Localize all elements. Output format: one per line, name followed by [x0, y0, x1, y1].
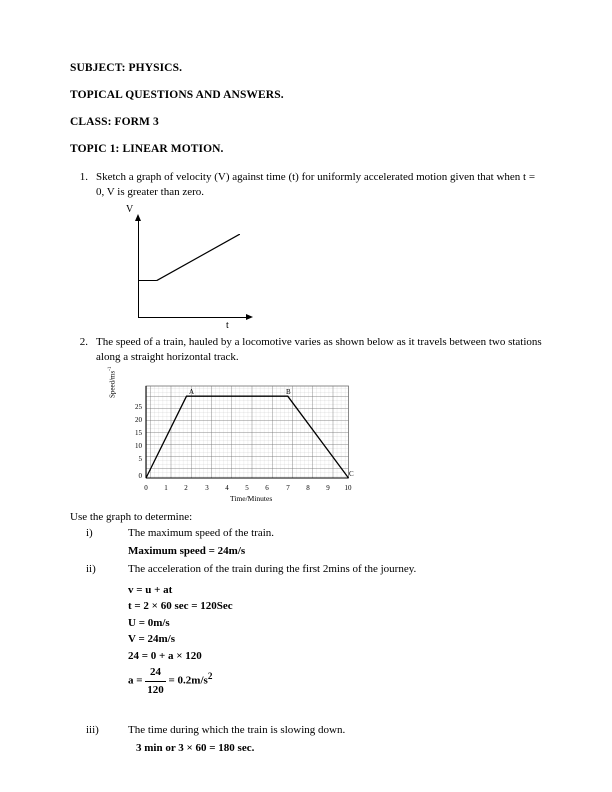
chart-y-tick: 10 [135, 442, 142, 451]
answer-result-row [70, 544, 542, 559]
working-line: 24 = 0 + a × 120 [128, 649, 202, 662]
svg-text:C: C [349, 470, 354, 479]
fraction-numerator: 24 [145, 664, 166, 682]
subject-heading: SUBJECT: PHYSICS. [70, 62, 183, 74]
fraction-prefix: a = [128, 674, 146, 687]
chart-y-tick: 0 [138, 472, 142, 481]
fraction-exponent: 2 [207, 671, 213, 682]
working-fraction-line [128, 664, 542, 698]
chart-x-tick: 7 [286, 484, 290, 493]
answer-number-spacer [70, 741, 128, 756]
topic-heading: TOPIC 1: LINEAR MOTION. [70, 143, 224, 155]
answer-result: Maximum speed = 24m/s [128, 545, 246, 558]
question-item [70, 170, 542, 200]
answer-question: The maximum speed of the train. [128, 527, 275, 540]
svg-text:B: B [286, 388, 291, 397]
chart-x-tick: 2 [184, 484, 188, 493]
answer-number: ii) [86, 563, 96, 576]
chart-x-tick: 1 [164, 484, 168, 493]
answer-number-spacer [70, 544, 128, 559]
speed-time-chart [110, 372, 440, 507]
working-line: t = 2 × 60 sec = 120Sec [128, 600, 233, 613]
use-graph-instruction: Use the graph to determine: [70, 511, 193, 524]
question-item [70, 335, 542, 365]
uniform-acceleration-line [156, 234, 240, 281]
chart-y-tick: 5 [138, 455, 142, 464]
initial-velocity-segment [138, 280, 156, 281]
spacer [70, 698, 542, 720]
answer-result: 3 min or 3 × 60 = 180 sec. [136, 742, 255, 755]
chart-x-tick: 10 [344, 484, 352, 493]
topical-heading: TOPICAL QUESTIONS AND ANSWERS. [70, 89, 284, 101]
answer-row [70, 562, 542, 577]
answer-row [70, 723, 542, 738]
v-axis-label: V [126, 203, 134, 215]
question-number: 2. [79, 335, 88, 348]
working-line: V = 24m/s [128, 633, 176, 646]
question-number: 1. [79, 171, 88, 183]
chart-x-tick: 0 [144, 484, 148, 493]
question-text: Sketch a graph of velocity (V) against time (t) for uniformly accelerated motion given that when t = 0, V is greater than zero. [96, 171, 536, 198]
chart-y-tick: 25 [135, 403, 142, 412]
working-line: v = u + at [128, 583, 173, 596]
working-line: U = 0m/s [128, 616, 170, 629]
t-axis-label: t [226, 319, 229, 331]
t-axis-arrow-icon [246, 314, 253, 320]
fraction [145, 664, 166, 698]
chart-y-tick: 20 [135, 416, 142, 425]
chart-y-tick: 15 [135, 429, 142, 438]
chart-x-tick: 8 [306, 484, 310, 493]
answer-working [128, 582, 542, 699]
chart-y-axis-label: Speed/$ms^{-1}$ [108, 366, 117, 399]
question-list-2 [70, 335, 542, 365]
chart-x-tick: 4 [225, 484, 229, 493]
answer-result-row [70, 741, 542, 756]
answer-question: The time during which the train is slowing down. [128, 724, 346, 737]
speed-time-graph-figure [108, 366, 440, 507]
chart-x-tick: 6 [265, 484, 269, 493]
class-heading: CLASS: FORM 3 [70, 116, 159, 128]
question-text: The speed of a train, hauled by a locomotive varies as shown below as it travels between two stations along a straight horizontal track. [96, 335, 542, 363]
chart-x-tick: 5 [245, 484, 249, 493]
chart-x-tick: 9 [326, 484, 330, 493]
chart-x-axis-label: Time/Minutes [230, 494, 273, 504]
answer-number: iii) [86, 724, 99, 737]
velocity-time-sketch-figure [118, 203, 318, 331]
fraction-suffix: = 0.2m/s [165, 674, 208, 687]
answer-number: i) [86, 527, 93, 540]
fraction-denominator: 120 [147, 683, 164, 696]
t-axis [138, 317, 248, 318]
question-list [70, 170, 542, 200]
answer-row [70, 526, 542, 541]
answer-question: The acceleration of the train during the first 2mins of the journey. [128, 563, 417, 576]
svg-text:A: A [189, 388, 195, 397]
v-axis [138, 218, 139, 318]
chart-x-tick: 3 [205, 484, 209, 493]
